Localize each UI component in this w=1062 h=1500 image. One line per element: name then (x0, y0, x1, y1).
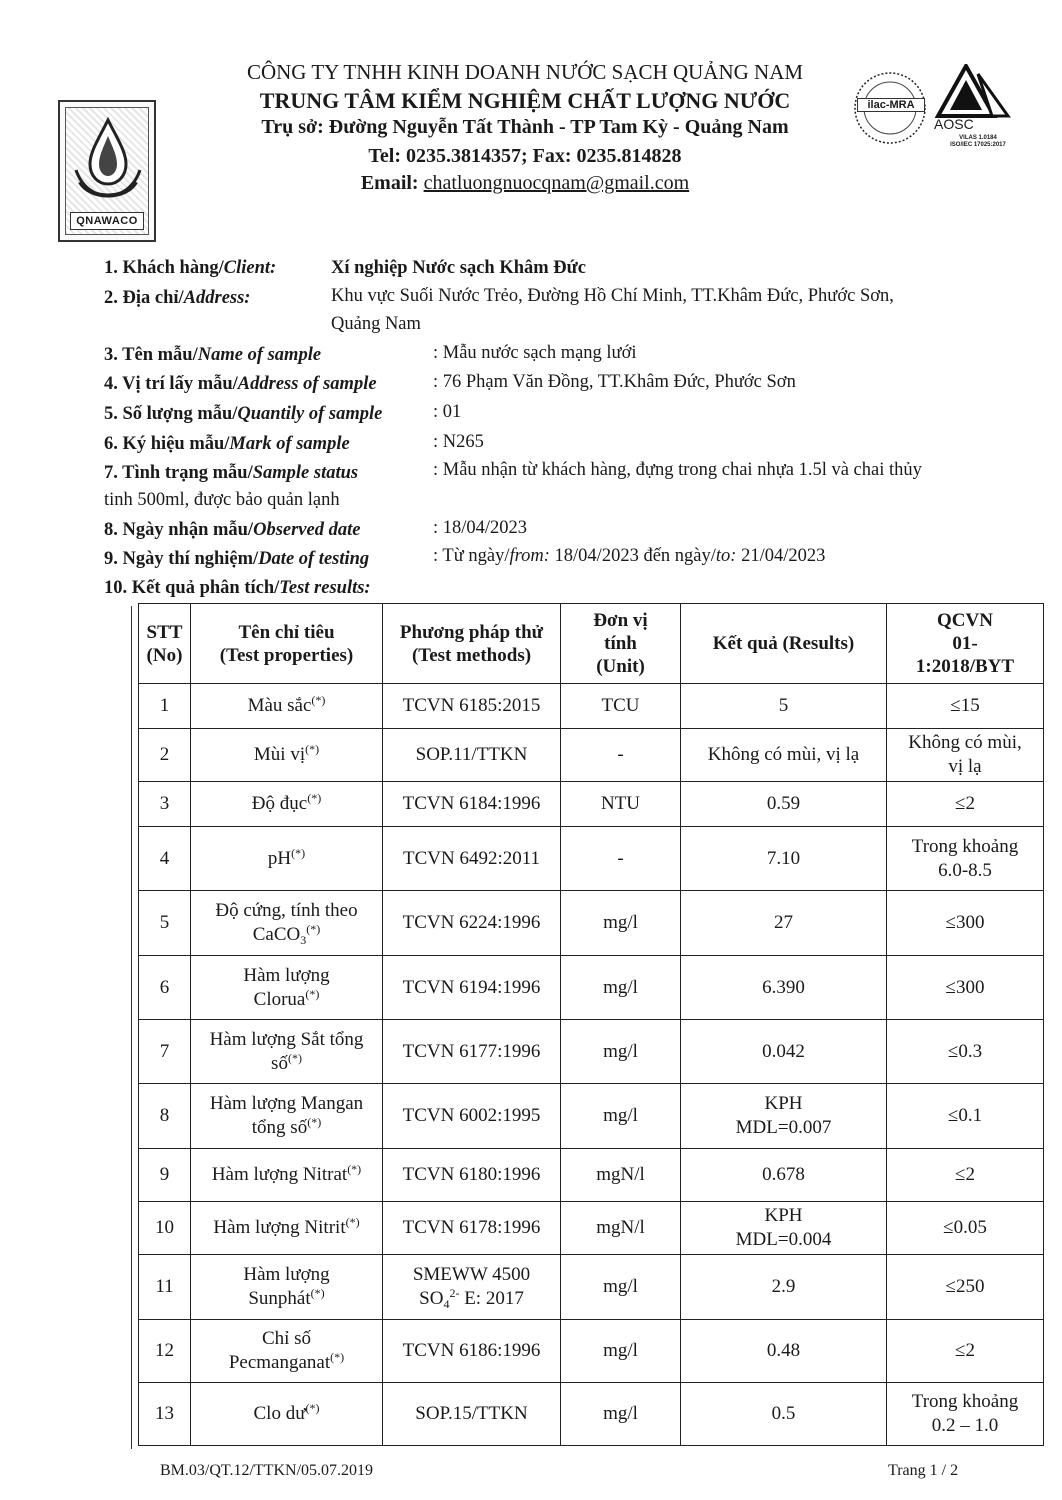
limit-line1: ≤2 (955, 1340, 975, 1361)
results-table (138, 603, 1044, 1446)
test-property-text: Mùi vị (253, 744, 306, 765)
test-method-line1: TCVN 6002:1995 (402, 1105, 541, 1126)
test-property-text: Hàm lượng Nitrat (211, 1164, 348, 1185)
limit-line1: ≤15 (950, 695, 980, 716)
company-logo-label: QNAWACO (70, 212, 144, 230)
cell-test-property (191, 1202, 383, 1255)
table-row (139, 1084, 1044, 1149)
limit-line1: Trong khoảng (911, 835, 1019, 857)
unit-value: mg/l (603, 1340, 638, 1361)
address-label: 2. Địa chỉ/Address: (104, 288, 251, 308)
test-property-text: pH (267, 847, 292, 869)
row-number: 9 (159, 1164, 170, 1185)
cell-test-method (383, 1149, 561, 1202)
cell-unit (561, 1320, 681, 1383)
result-value: 5 (778, 695, 789, 716)
col-header-results: Kết quả (Results) (681, 604, 887, 684)
test-property-line1: Hàm lượng Mangan (209, 1093, 364, 1114)
accredited-marker: (*) (291, 845, 306, 860)
cell-standard-limit (887, 1084, 1044, 1149)
test-method-subscript: 4 (443, 1297, 450, 1311)
row-number: 4 (159, 847, 170, 869)
test-property-line1-wrap (195, 847, 378, 871)
test-method-line1: TCVN 6186:1996 (402, 1340, 541, 1361)
aosc-accreditation (932, 135, 1024, 149)
test-property-line2 (195, 1287, 378, 1311)
cell-result (681, 1320, 887, 1383)
unit-value: mg/l (603, 1276, 638, 1297)
water-drop-icon (68, 112, 148, 212)
table-row (139, 956, 1044, 1020)
ilac-mra-logo (853, 68, 927, 152)
unit-value: TCU (601, 695, 640, 716)
row-number: 6 (159, 976, 170, 998)
cell-no (139, 782, 191, 827)
table-header-row (139, 604, 1044, 684)
test-property-text: Clo dư (253, 1403, 306, 1424)
accredited-marker: (*) (287, 1050, 302, 1065)
test-property-line1-wrap (195, 694, 378, 718)
test-property-line1-wrap (195, 743, 378, 767)
sample-location-label: 4. Vị trí lấy mẫu/Address of sample (104, 374, 377, 394)
cell-unit (561, 1084, 681, 1149)
cell-unit (561, 891, 681, 956)
sample-name-value: : Mẫu nước sạch mạng lưới (433, 343, 637, 363)
accredited-marker: (*) (310, 1286, 325, 1300)
table-row (139, 1320, 1044, 1383)
unit-value: NTU (600, 793, 641, 814)
cell-test-method (383, 684, 561, 729)
margin-rule (131, 606, 132, 1449)
row-number: 5 (159, 912, 170, 933)
result-detection-limit: MDL=0.004 (735, 1229, 832, 1250)
sample-location-value: : 76 Phạm Văn Đồng, TT.Khâm Đức, Phước Sơn (433, 372, 796, 392)
accredited-marker: (*) (307, 1115, 322, 1129)
cell-result (681, 956, 887, 1020)
center-name: TRUNG TÂM KIỂM NGHIỆM CHẤT LƯỢNG NƯỚC (259, 88, 791, 113)
cell-test-method (383, 956, 561, 1020)
cell-no (139, 1020, 191, 1084)
test-property-text: Sunphát (248, 1288, 311, 1309)
cell-standard-limit (887, 1202, 1044, 1255)
accredited-marker: (*) (307, 791, 322, 805)
limit-line1: ≤2 (955, 1164, 975, 1185)
cell-no (139, 827, 191, 891)
cell-test-method (383, 1320, 561, 1383)
col-header-standard: QCVN 01- 1:2018/BYT (887, 604, 1044, 684)
test-property-line2 (195, 1351, 378, 1375)
unit-value: mg/l (603, 1105, 638, 1126)
test-property-text: Hàm lượng Nitrit (213, 1217, 346, 1238)
table-row (139, 1383, 1044, 1446)
aosc-triangle-icon (932, 64, 1022, 120)
quantity-value: : 01 (433, 402, 462, 422)
test-property-line1: Hàm lượng (243, 964, 330, 986)
row-number: 7 (159, 1040, 170, 1062)
cell-test-property (191, 729, 383, 782)
limit-line1: ≤0.05 (943, 1217, 987, 1238)
cell-standard-limit (887, 1020, 1044, 1084)
test-method-line1: TCVN 6177:1996 (402, 1040, 541, 1062)
table-row (139, 729, 1044, 782)
result-value: 0.042 (762, 1040, 805, 1062)
unit-value: mg/l (603, 1040, 638, 1062)
cell-test-method (383, 1202, 561, 1255)
test-method-line1: SMEWW 4500 (412, 1264, 531, 1285)
table-row (139, 1149, 1044, 1202)
company-logo (58, 100, 156, 242)
test-method-line1: TCVN 6492:2011 (402, 847, 541, 869)
address-value-line2: Quảng Nam (331, 314, 421, 334)
received-date-value: : 18/04/2023 (433, 518, 528, 538)
accredited-marker: (*) (345, 1215, 360, 1229)
cell-no (139, 1202, 191, 1255)
test-property-text: Clorua (253, 988, 306, 1010)
unit-value: mgN/l (596, 1217, 645, 1238)
client-label: 1. Khách hàng/Client: (104, 258, 277, 278)
cell-no (139, 1383, 191, 1446)
test-method-tail: E: 2017 (459, 1288, 524, 1309)
cell-unit (561, 956, 681, 1020)
cell-result (681, 891, 887, 956)
test-property-line2 (195, 1052, 378, 1076)
cell-test-property (191, 1084, 383, 1149)
cell-unit (561, 827, 681, 891)
limit-line1: Không có mùi, (908, 732, 1022, 753)
test-property-line1: Hàm lượng (243, 1264, 330, 1285)
cell-result (681, 1255, 887, 1320)
quantity-label: 5. Số lượng mẫu/Quantily of sample (104, 404, 383, 424)
cell-unit (561, 1383, 681, 1446)
cell-standard-limit (887, 729, 1044, 782)
cell-result (681, 1020, 887, 1084)
cell-result (681, 782, 887, 827)
test-method-line1: TCVN 6178:1996 (402, 1217, 541, 1238)
cell-test-method (383, 1255, 561, 1320)
contact-phone: Tel: 0235.3814357; Fax: 0235.814828 (368, 145, 682, 167)
testing-date-value: : Từ ngày/from: 18/04/2023 đến ngày/to: 21/04/2023 (433, 546, 826, 566)
result-value: 27 (774, 912, 793, 933)
accredited-marker: (*) (311, 693, 326, 707)
accredited-marker: (*) (306, 922, 321, 936)
unit-value: mg/l (603, 912, 638, 933)
test-method-line1: TCVN 6184:1996 (402, 793, 541, 814)
cell-test-method (383, 729, 561, 782)
test-property-text: số (271, 1052, 288, 1074)
cell-test-method (383, 1383, 561, 1446)
test-method-line1: TCVN 6224:1996 (402, 912, 541, 933)
cell-standard-limit (887, 1320, 1044, 1383)
test-method-line1: SOP.11/TTKN (415, 744, 528, 765)
test-method-superscript: 2- (449, 1286, 460, 1300)
test-property-line1: Hàm lượng Sắt tổng (209, 1028, 364, 1050)
test-method-line1: TCVN 6180:1996 (402, 1164, 541, 1185)
client-value: Xí nghiệp Nước sạch Khâm Đức (331, 258, 586, 278)
cell-result (681, 1149, 887, 1202)
cell-test-property (191, 1020, 383, 1084)
cell-no (139, 891, 191, 956)
cell-result (681, 684, 887, 729)
test-method-line1: TCVN 6185:2015 (402, 695, 541, 716)
accredited-marker: (*) (330, 1350, 345, 1364)
cell-test-property (191, 782, 383, 827)
unit-value: - (617, 744, 624, 765)
accredited-marker: (*) (305, 742, 320, 756)
test-method-text: SO (419, 1288, 444, 1309)
cell-test-method (383, 782, 561, 827)
row-number: 1 (159, 695, 170, 716)
cell-unit (561, 1255, 681, 1320)
row-number: 2 (159, 744, 170, 765)
cell-result (681, 1383, 887, 1446)
cell-standard-limit (887, 1149, 1044, 1202)
test-property-line1: Độ cứng, tính theo (215, 900, 358, 921)
test-property-text: Màu sắc (247, 695, 312, 716)
cell-no (139, 729, 191, 782)
aosc-logo (932, 64, 1022, 154)
email-link[interactable]: chatluongnuocqnam@gmail.com (423, 172, 690, 194)
row-number: 3 (159, 793, 170, 814)
cell-no (139, 1320, 191, 1383)
cell-result (681, 729, 887, 782)
cell-test-method (383, 1084, 561, 1149)
accredited-marker: (*) (305, 986, 320, 1001)
row-number: 10 (155, 1217, 174, 1238)
cell-test-property (191, 1383, 383, 1446)
cell-standard-limit (887, 1383, 1044, 1446)
test-property-text: Pecmanganat (228, 1352, 331, 1373)
results-label: 10. Kết quả phân tích/Test results: (104, 578, 371, 598)
table-row (139, 891, 1044, 956)
table-row (139, 782, 1044, 827)
result-value: 2.9 (771, 1276, 796, 1297)
cell-unit (561, 1149, 681, 1202)
page-number: Trang 1 / 2 (888, 1462, 959, 1479)
result-detection-limit: MDL=0.007 (735, 1117, 832, 1138)
status-value-line2: tinh 500ml, được bảo quản lạnh (104, 490, 340, 510)
row-number: 13 (155, 1403, 174, 1424)
mark-value: : N265 (433, 432, 484, 452)
office-address: Trụ sở: Đường Nguyễn Tất Thành - TP Tam Kỳ - Quảng Nam (261, 116, 789, 138)
limit-line2: 0.2 – 1.0 (931, 1415, 999, 1436)
test-property-line1-wrap (195, 1163, 378, 1187)
col-header-stt: STT (No) (139, 604, 191, 684)
cell-no (139, 1255, 191, 1320)
cell-test-property (191, 956, 383, 1020)
aosc-iso: ISO/IEC 17025:2017 (950, 142, 1006, 148)
result-value: 0.678 (762, 1164, 805, 1185)
row-number: 11 (155, 1276, 174, 1297)
cell-result (681, 1202, 887, 1255)
cell-test-method (383, 891, 561, 956)
unit-value: mg/l (603, 1403, 638, 1424)
cell-result (681, 827, 887, 891)
unit-value: mgN/l (596, 1164, 645, 1185)
test-property-line1-wrap (195, 1402, 378, 1426)
testing-date-label: 9. Ngày thí nghiệm/Date of testing (104, 549, 370, 569)
cell-unit (561, 782, 681, 827)
cell-test-property (191, 891, 383, 956)
cell-unit (561, 729, 681, 782)
cell-no (139, 1084, 191, 1149)
col-header-unit: Đơn vị tính (Unit) (561, 604, 681, 684)
test-method-line1: TCVN 6194:1996 (402, 976, 541, 998)
cell-unit (561, 1202, 681, 1255)
status-label: 7. Tình trạng mẫu/Sample status (104, 463, 359, 483)
aosc-label: AOSC (934, 116, 974, 132)
test-method-line1: SOP.15/TTKN (415, 1403, 528, 1424)
result-value: 0.59 (766, 793, 801, 814)
limit-line2: 6.0-8.5 (938, 859, 992, 881)
cell-standard-limit (887, 891, 1044, 956)
limit-line1: ≤250 (945, 1276, 985, 1297)
test-property-text: CaCO (252, 924, 301, 945)
cell-test-property (191, 1320, 383, 1383)
test-property-line1-wrap (195, 792, 378, 816)
test-property-line1: Chỉ số (261, 1328, 312, 1349)
test-property-line2 (195, 988, 378, 1012)
col-header-test-methods: Phương pháp thử (Test methods) (383, 604, 561, 684)
cell-test-property (191, 827, 383, 891)
cell-no (139, 684, 191, 729)
cell-standard-limit (887, 1255, 1044, 1320)
table-row (139, 1202, 1044, 1255)
cell-no (139, 956, 191, 1020)
cell-test-property (191, 1149, 383, 1202)
row-number: 12 (155, 1340, 174, 1361)
table-row (139, 827, 1044, 891)
cell-standard-limit (887, 684, 1044, 729)
limit-line1: ≤2 (955, 793, 975, 814)
received-date-label: 8. Ngày nhận mẫu/Observed date (104, 520, 361, 540)
cell-result (681, 1084, 887, 1149)
limit-line1: Trong khoảng (911, 1391, 1019, 1412)
row-number: 8 (159, 1105, 170, 1126)
cell-standard-limit (887, 827, 1044, 891)
limit-line1: ≤300 (945, 976, 985, 998)
test-property-line2 (195, 923, 378, 947)
limit-line2: vị lạ (948, 756, 982, 777)
cell-no (139, 1149, 191, 1202)
cell-standard-limit (887, 956, 1044, 1020)
unit-value: - (617, 847, 624, 869)
limit-line1: ≤0.1 (947, 1105, 983, 1126)
col-header-test-properties: Tên chỉ tiêu (Test properties) (191, 604, 383, 684)
result-value: KPH (764, 1093, 803, 1114)
mark-label: 6. Ký hiệu mẫu/Mark of sample (104, 434, 350, 454)
accredited-marker: (*) (305, 1401, 320, 1415)
cell-unit (561, 684, 681, 729)
unit-value: mg/l (603, 976, 638, 998)
status-value-line1: : Mẫu nhận từ khách hàng, đựng trong chai nhựa 1.5l và chai thủy (433, 460, 922, 480)
test-property-subscript: 3 (300, 933, 307, 947)
test-method-line2 (387, 1287, 556, 1311)
result-value: 7.10 (766, 847, 801, 869)
result-value: 0.48 (766, 1340, 801, 1361)
form-code: BM.03/QT.12/TTKN/05.07.2019 (160, 1462, 374, 1479)
cell-unit (561, 1020, 681, 1084)
test-property-text: tổng số (251, 1117, 308, 1138)
table-row (139, 1255, 1044, 1320)
result-value: Không có mùi, vị lạ (707, 744, 860, 765)
cell-test-property (191, 1255, 383, 1320)
address-value-line1: Khu vực Suối Nước Trẻo, Đường Hồ Chí Minh, TT.Khâm Đức, Phước Sơn, (331, 286, 894, 306)
limit-line1: ≤0.3 (947, 1040, 983, 1062)
table-row (139, 1020, 1044, 1084)
cell-test-property (191, 684, 383, 729)
accredited-marker: (*) (347, 1162, 362, 1176)
limit-line1: ≤300 (945, 912, 985, 933)
cell-test-method (383, 827, 561, 891)
table-row (139, 684, 1044, 729)
contact-email-line (160, 172, 890, 195)
email-label: Email: (360, 172, 419, 194)
cell-standard-limit (887, 782, 1044, 827)
test-property-text: Độ đục (251, 793, 308, 814)
test-property-line1-wrap (195, 1216, 378, 1240)
aosc-vilas: VILAS 1.0184 (959, 135, 997, 141)
cell-test-method (383, 1020, 561, 1084)
result-value: KPH (764, 1205, 803, 1226)
ilac-label: ilac-MRA (857, 98, 925, 112)
result-value: 6.390 (762, 976, 805, 998)
sample-name-label: 3. Tên mẫu/Name of sample (104, 345, 322, 365)
test-property-line2 (195, 1116, 378, 1140)
result-value: 0.5 (771, 1403, 796, 1424)
company-name: CÔNG TY TNHH KINH DOANH NƯỚC SẠCH QUẢNG NAM (246, 60, 804, 84)
